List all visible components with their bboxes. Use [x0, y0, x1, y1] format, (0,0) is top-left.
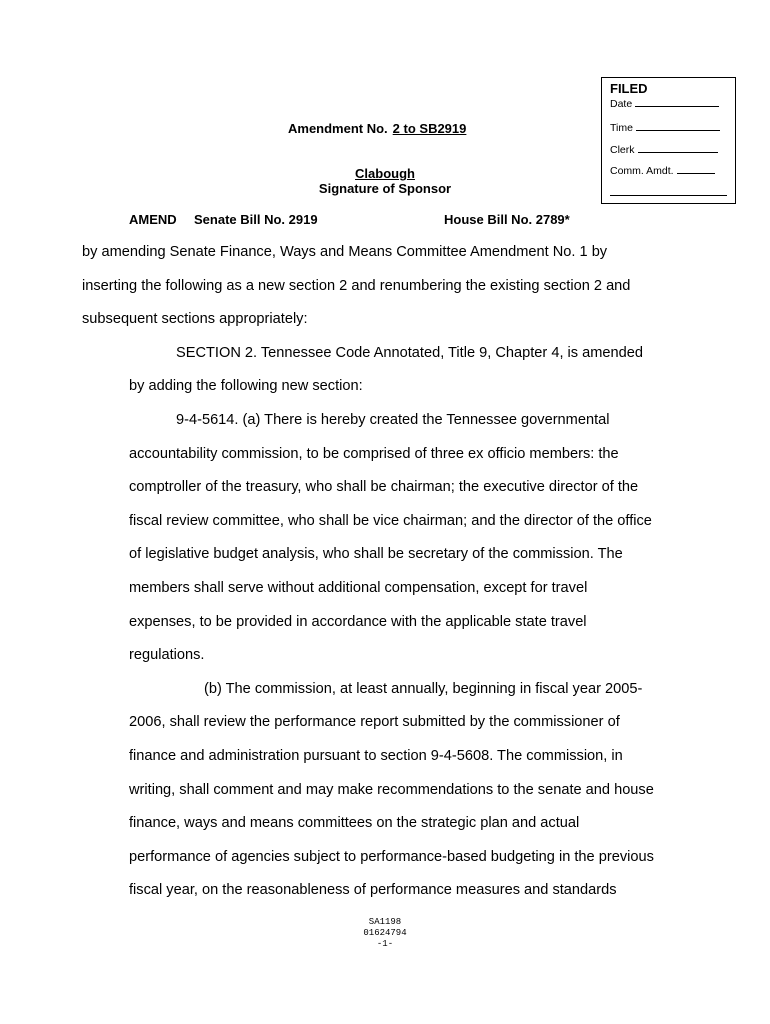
sponsor-name: Clabough	[355, 166, 415, 181]
amendment-label: Amendment No.	[288, 121, 388, 136]
filed-comm-amdt-line	[610, 161, 727, 183]
filed-clerk-rule	[638, 142, 718, 153]
amend-keyword: AMEND	[129, 212, 177, 227]
body-line: of legislative budget analysis, who shall be secretary of the commission. The	[129, 546, 623, 562]
filed-time-label: Time	[610, 122, 633, 134]
footer-page-number: -1-	[376, 939, 394, 949]
body-line: (b) The commission, at least annually, beginning in fiscal year 2005-	[204, 681, 643, 697]
body-line: 9-4-5614. (a) There is hereby created the Tennessee governmental	[176, 412, 610, 428]
body-line: subsequent sections appropriately:	[82, 311, 308, 327]
filed-blank-rule	[610, 195, 727, 196]
filed-stamp-box	[601, 77, 736, 204]
filed-date-line	[610, 96, 727, 111]
filed-comm-amdt-label: Comm. Amdt.	[610, 165, 674, 177]
body-line: SECTION 2. Tennessee Code Annotated, Title 9, Chapter 4, is amended	[176, 345, 644, 361]
body-line: fiscal review committee, who shall be vice chairman; and the director of the office	[129, 513, 652, 529]
body-line: finance and administration pursuant to section 9-4-5608. The commission, in	[129, 748, 623, 764]
body-line: finance, ways and means committees on the strategic plan and actual	[129, 815, 580, 831]
body-line: members shall serve without additional compensation, except for travel	[129, 580, 588, 596]
body-line: by adding the following new section:	[129, 378, 363, 394]
footer-code-sa: SA1198	[368, 917, 402, 927]
body-line: writing, shall comment and may make recommendations to the senate and house	[129, 782, 654, 798]
body-line: accountability commission, to be comprised of three ex officio members: the	[129, 446, 619, 462]
filed-date-rule	[635, 96, 719, 107]
footer-code-number: 01624794	[363, 928, 407, 938]
body-line: inserting the following as a new section 2 and renumbering the existing section 2 and	[82, 278, 631, 294]
body-line: comptroller of the treasury, who shall be chairman; the executive director of the	[129, 479, 639, 495]
filed-clerk-line	[610, 140, 727, 162]
body-line: fiscal year, on the reasonableness of performance measures and standards	[129, 882, 617, 898]
filed-time-line	[610, 118, 727, 140]
body-line: 2006, shall review the performance report submitted by the commissioner of	[129, 714, 620, 730]
house-bill-number: House Bill No. 2789*	[444, 212, 570, 227]
filed-comm-amdt-rule	[677, 163, 715, 174]
body-line: by amending Senate Finance, Ways and Means Committee Amendment No. 1 by	[82, 244, 608, 260]
amendment-number	[288, 121, 466, 136]
filed-title: FILED	[610, 81, 648, 96]
body-line: expenses, to be provided in accordance with the applicable state travel	[129, 614, 587, 630]
senate-bill-number: Senate Bill No. 2919	[194, 212, 318, 227]
filed-clerk-label: Clerk	[610, 143, 635, 156]
filed-date-label: Date	[610, 98, 633, 110]
body-line: performance of agencies subject to performance-based budgeting in the previous	[129, 849, 654, 865]
sponsor-signature-label: Signature of Sponsor	[318, 181, 452, 196]
amendment-value: 2 to SB2919	[392, 121, 467, 136]
body-line: regulations.	[129, 647, 205, 663]
filed-time-rule	[636, 120, 720, 131]
